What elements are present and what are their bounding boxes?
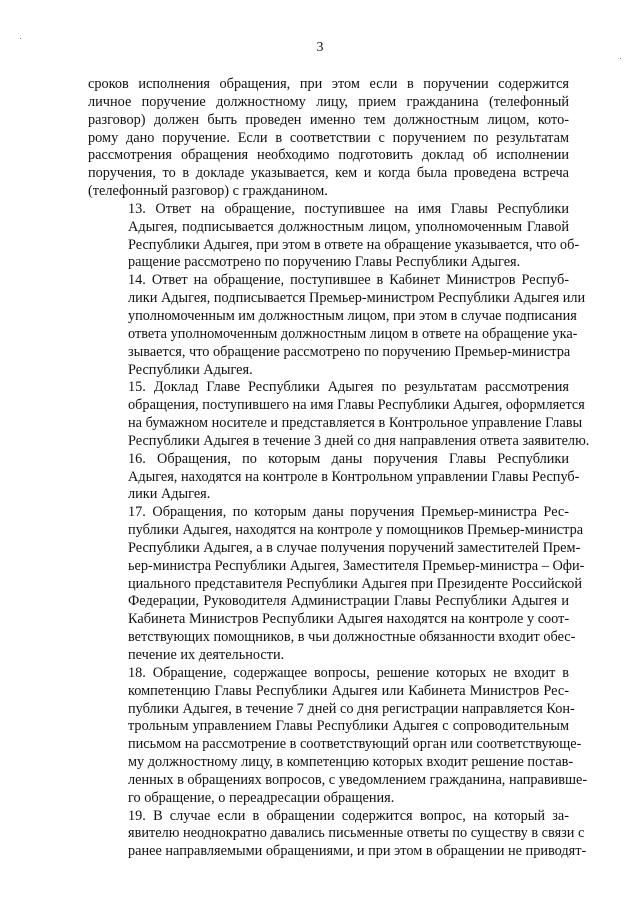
text-line: Адыгея, подписывается должностным лицом, уполномоченным Главой — [128, 218, 569, 235]
text-line: 19. В случае если в обращении содержится вопрос, на который за- — [128, 807, 569, 824]
text-line: письмом на рассмотрение в соответствующий орган или соответствующе- — [128, 736, 582, 753]
page-number: 3 — [316, 40, 324, 55]
text-line: поручения, то в докладе указывается, кем и когда была проведена встреча — [88, 165, 569, 182]
text-line: му должностному лицу, в компетенцию которых входит решение постав- — [128, 754, 574, 771]
text-line: 15. Доклад Главе Республики Адыгея по результатам рассмотрения — [128, 379, 569, 396]
text-line: Кабинета Министров Республики Адыгея находятся на контроле у соот- — [128, 611, 570, 628]
text-line: го обращение, о переадресации обращения. — [128, 789, 395, 806]
text-line: циального представителя Республики Адыгея при Президенте Российской — [128, 575, 582, 592]
text-line: лики Адыгея, подписывается Премьер-министром Республики Адыгея или — [128, 290, 586, 307]
text-line: личное поручение должностному лицу, прием гражданина (телефонный — [88, 93, 569, 110]
text-line: 17. Обращения, по которым даны поручения Премьер-министра Рес- — [128, 504, 569, 521]
text-line: 13. Ответ на обращение, поступившее на имя Главы Республики — [128, 200, 569, 217]
text-line: сроков исполнения обращения, при этом если в поручении содержится — [88, 76, 569, 92]
text-line: Федерации, Руководителя Администрации Главы Республики Адыгея и — [128, 593, 569, 610]
text-line: Республики Адыгея, а в случае получения поручений заместителей Прем- — [128, 539, 581, 556]
text-line: Республики Адыгея. — [128, 361, 253, 378]
text-line: ленных в обращениях вопросов, с уведомлением гражданина, направивше- — [128, 771, 588, 788]
scan-speck — [620, 58, 621, 59]
text-line: на бумажном носителе и представляется в Контрольное управление Главы — [128, 415, 583, 432]
text-line: 16. Обращения, по которым даны поручения Главы Республики — [128, 450, 569, 467]
text-line: рассмотрения обращения необходимо подготовить доклад об исполнении — [88, 147, 569, 164]
text-line: Адыгея, находятся на контроле в Контрольном управлении Главы Респуб- — [128, 468, 580, 485]
text-line: ьер-министра Республики Адыгея, Заместителя Премьер-министра – Офи- — [128, 557, 585, 574]
text-line: ращение рассмотрено по поручению Главы Республики Адыгея. — [128, 254, 521, 271]
text-line: рому дано поручение. Если в соответствии с поручением по результатам — [88, 129, 569, 146]
text-line: зывается, что обращение рассмотрено по поручению Премьер-министра — [128, 343, 571, 360]
paragraph-15 — [88, 379, 590, 450]
text-line: (телефонный разговор) с гражданином. — [88, 183, 328, 200]
scan-speck — [20, 38, 21, 39]
text-line: Республики Адыгея в течение 3 дней со дня направления ответа заявителю. — [128, 432, 590, 449]
text-line: обращения, поступившего на имя Главы Республики Адыгея, оформляется — [128, 397, 585, 414]
text-line: печение их деятельности. — [128, 647, 285, 663]
paragraph-16 — [88, 450, 580, 505]
paragraph-14 — [88, 272, 586, 379]
text-line: публики Адыгея, находятся на контроле у помощников Премьер-министра — [128, 522, 584, 539]
text-line: публики Адыгея, в течение 7 дней со дня регистрации направляется Кон- — [128, 700, 575, 717]
text-line: Республики Адыгея, при этом в ответе на обращение указывается, что об- — [128, 236, 580, 253]
paragraph-19 — [88, 807, 587, 862]
document-body — [88, 76, 590, 861]
text-line: трольным управлением Главы Республики Адыгея с сопроводительным — [128, 718, 569, 735]
text-line: компетенцию Главы Республики Адыгея или Кабинета Министров Рес- — [128, 682, 569, 699]
paragraph-17 — [88, 504, 585, 665]
text-line: 14. Ответ на обращение, поступившее в Кабинет Министров Респуб- — [128, 272, 569, 289]
paragraph-18 — [88, 664, 588, 808]
text-line: ветствующих помощников, в чьи должностные обязанности входит обес- — [128, 629, 576, 646]
text-line: разговор) должен быть проведен именно тем должностным лицом, кото- — [88, 111, 569, 128]
text-line: явителю неоднократно давались письменные ответы по существу в связи с — [128, 825, 585, 842]
paragraph-13 — [88, 200, 580, 272]
text-line: уполномоченным им должностным лицом, при этом в случае подписания — [128, 307, 577, 324]
text-line: ранее направляемыми обращениями, и при этом в обращении не приводят- — [128, 843, 587, 860]
text-line: лики Адыгея. — [128, 486, 211, 503]
text-line: 18. Обращение, содержащее вопросы, решение которых не входит в — [128, 664, 569, 681]
text-line: ответа уполномоченным должностным лицом в ответе на обращение ука- — [128, 325, 578, 342]
paragraph-continuation — [88, 76, 569, 201]
